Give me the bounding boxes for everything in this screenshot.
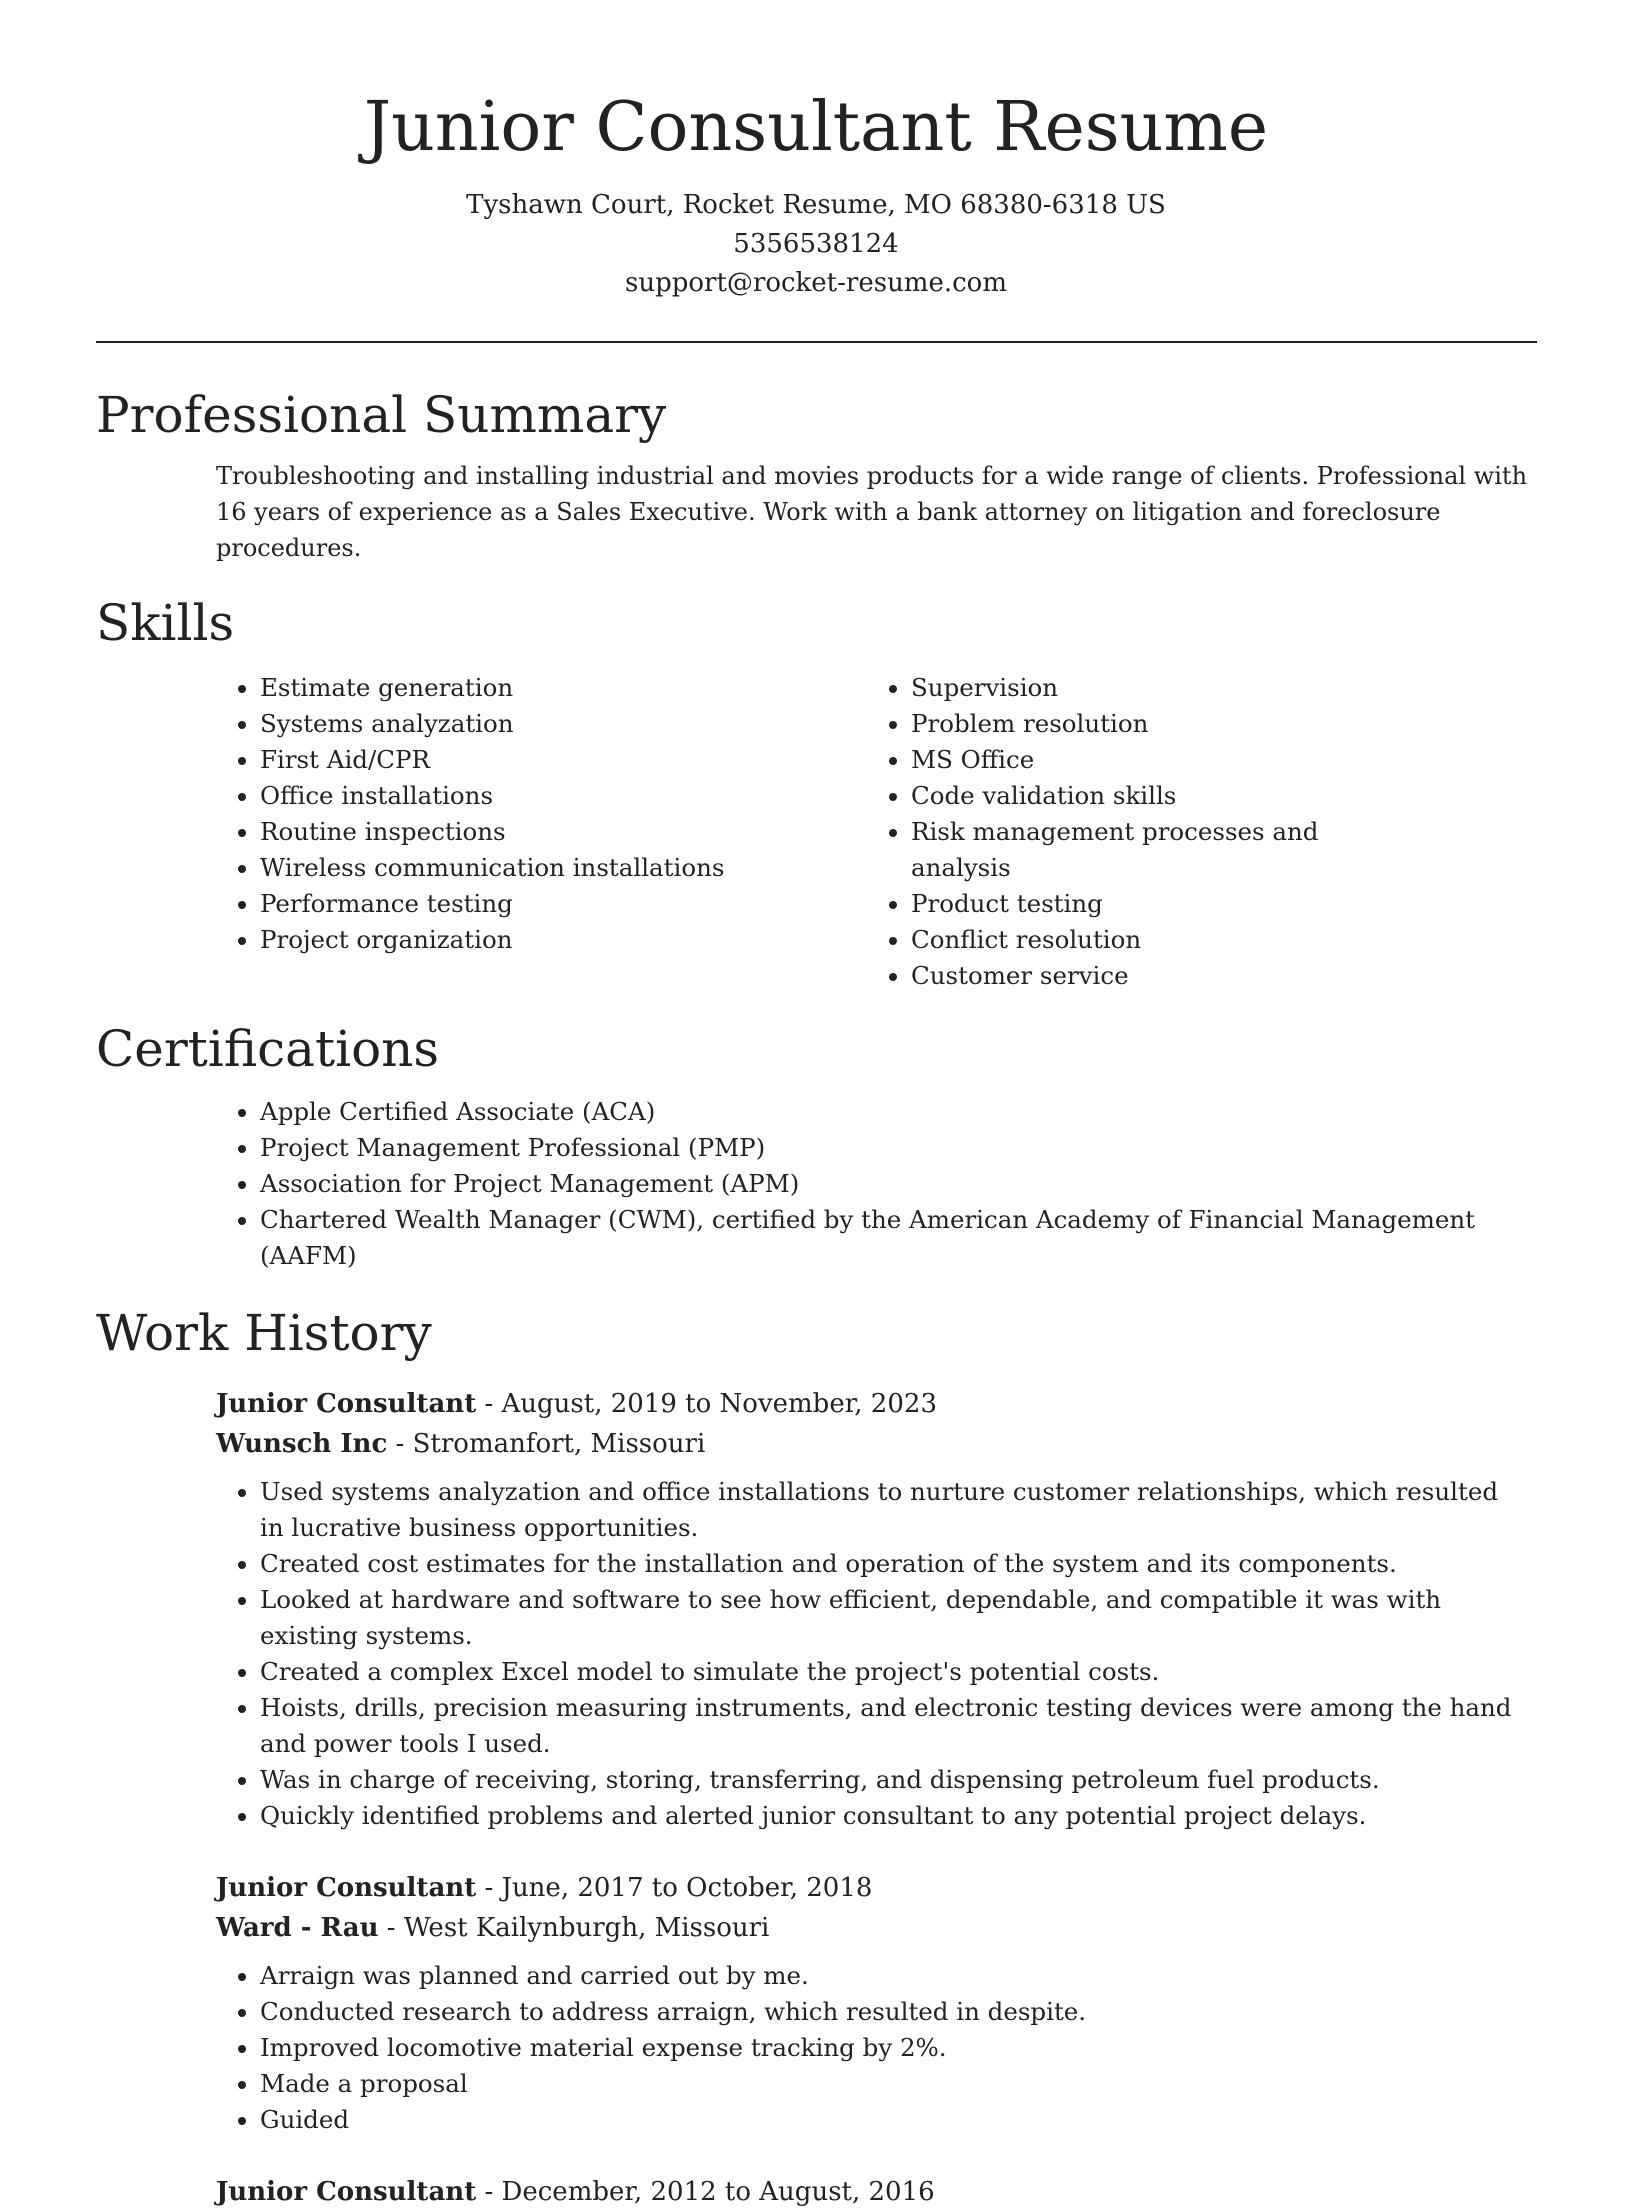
job-bullet: • Made a proposal [260,2066,1537,2102]
job-employer-line [216,1424,1537,1464]
skill-item: • Customer service [911,958,1396,994]
skills-list-left [260,670,745,994]
job-bullet: • Quickly identified problems and alerted junior consultant to any potential project delays. [260,1798,1537,1834]
job-bullet: • Used systems analyzation and office installations to nurture customer relationships, which resulted in lucrative business opportunities. [260,1474,1537,1546]
job-bullet: • Was in charge of receiving, storing, transferring, and dispensing petroleum fuel products. [260,1762,1537,1798]
certification-item: • Apple Certified Associate (ACA) [260,1094,1537,1130]
job-bullet: • Guided [260,2102,1537,2138]
header-divider [96,341,1537,343]
skills-columns [96,670,1537,994]
skill-item: • First Aid/CPR [260,742,745,778]
skill-item: • Project organization [260,922,745,958]
job-header [216,1868,1537,1948]
skill-item: • Risk management processes and analysis [911,814,1396,886]
skill-item: • Performance testing [260,886,745,922]
skill-item: • Problem resolution [911,706,1396,742]
resume-header [0,0,1632,303]
job-bullet: • Arraign was planned and carried out by me. [260,1958,1537,1994]
skill-item: • Office installations [260,778,745,814]
certifications-heading: Certifications [96,1020,440,1078]
job-role: Junior Consultant [216,2177,477,2207]
skill-item: • Routine inspections [260,814,745,850]
job-header [216,1384,1537,1464]
summary-heading: Professional Summary [96,386,667,444]
job-bullets [96,1474,1537,1834]
job-title-line [216,2172,1537,2212]
skills-section [96,588,1537,994]
skill-item: • Code validation skills [911,778,1396,814]
skill-item: • Wireless communication installations [260,850,745,886]
work-history-heading: Work History [96,1304,432,1362]
job-bullet: • Looked at hardware and software to see how efficient, dependable, and compatible it was with existing systems. [260,1582,1537,1654]
contact-phone: 5356538124 [733,229,899,259]
job-bullet: • Hoists, drills, precision measuring instruments, and electronic testing devices were among the hand and power tools I used. [260,1690,1537,1762]
contact-email: support@rocket-resume.com [624,268,1007,298]
job-bullet: • Improved locomotive material expense tracking by 2%. [260,2030,1537,2066]
skill-item: • MS Office [911,742,1396,778]
resume-title: Junior Consultant Resume [363,88,1269,167]
work-history-section [96,1298,1537,2212]
certification-item: • Project Management Professional (PMP) [260,1130,1537,1166]
job-employer: Ward - Rau [216,1913,379,1943]
job-entry [96,2172,1537,2212]
job-bullet: • Created cost estimates for the installation and operation of the system and its components. [260,1546,1537,1582]
job-header [216,2172,1537,2212]
job-dates: - August, 2019 to November, 2023 [476,1389,937,1419]
job-location: - Stromanfort, Missouri [387,1429,706,1459]
summary-section [96,380,1537,566]
certifications-list [96,1094,1537,1274]
skill-item: • Conflict resolution [911,922,1396,958]
skills-list-right [911,670,1396,994]
job-role: Junior Consultant [216,1389,477,1419]
job-entry [96,1868,1537,2138]
job-bullet: • Conducted research to address arraign, which resulted in despite. [260,1994,1537,2030]
contact-address: Tyshawn Court, Rocket Resume, MO 68380-6318 US [466,190,1166,220]
contact-block [0,186,1632,303]
job-bullet: • Created a complex Excel model to simulate the project's potential costs. [260,1654,1537,1690]
certification-item: • Chartered Wealth Manager (CWM), certified by the American Academy of Financial Management (AAFM) [260,1202,1537,1274]
job-employer: Wunsch Inc [216,1429,388,1459]
job-role: Junior Consultant [216,1873,477,1903]
skills-heading: Skills [96,594,235,652]
certifications-section [96,1014,1537,1274]
job-title-line [216,1384,1537,1424]
certification-item: • Association for Project Management (APM) [260,1166,1537,1202]
job-dates: - December, 2012 to August, 2016 [476,2177,935,2207]
summary-text: Troubleshooting and installing industrial and movies products for a wide range of clients. Professional with 16 years of experience as a Sales Executive. Work with a bank attorney on litigation and foreclosure procedures. [216,462,1528,562]
skill-item: • Estimate generation [260,670,745,706]
resume-body [96,380,1537,2212]
job-employer-line [216,1908,1537,1948]
job-location: - West Kailynburgh, Missouri [378,1913,770,1943]
job-dates: - June, 2017 to October, 2018 [476,1873,873,1903]
skill-item: • Systems analyzation [260,706,745,742]
skill-item: • Product testing [911,886,1396,922]
job-entry [96,1384,1537,1834]
skill-item: • Supervision [911,670,1396,706]
job-title-line [216,1868,1537,1908]
job-bullets [96,1958,1537,2138]
